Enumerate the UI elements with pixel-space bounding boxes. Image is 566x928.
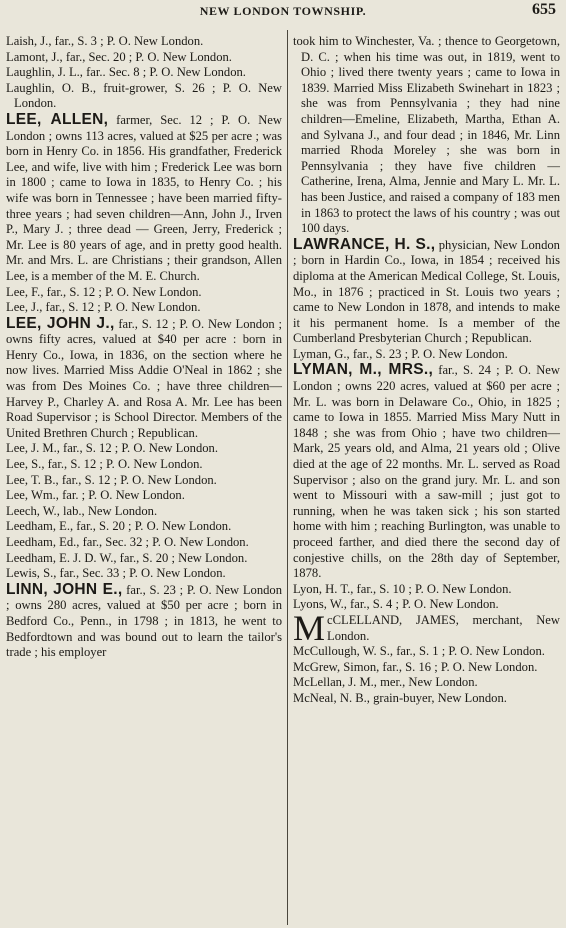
entry-text: cCLELLAND, JAMES, merchant, New London. <box>327 612 560 643</box>
entry-text: Leedham, Ed., far., Sec. 32 ; P. O. New London. <box>6 535 249 549</box>
directory-entry <box>293 644 560 660</box>
page-number: 655 <box>532 1 556 18</box>
directory-entry <box>6 488 282 504</box>
entry-name: LAWRANCE, H. S., <box>293 235 436 253</box>
entry-text: farmer, Sec. 12 ; P. O. New London ; owns 113 acres, valued at $25 per acre ; was born in Henry Co. in 1856. His grandfather, Frederick Lee, and wife, live with him ; Frederick Lee was born in 1800 ; came to Iowa in 1835, to Henry Co. ; his wife was born in Tennessee ; have been married fifty-three years ; had seven children—Ann, John J., Irven P., Mary J. ; three dead — Green, Jerry, Frederick ; Mr. Lee is 80 years of age, and in pretty good health. Mr. and Mrs. L. are Christians ; their grandson, Allen Lee, is a member of the M. E. Church. <box>6 112 282 283</box>
directory-entry <box>6 535 282 551</box>
directory-entry <box>293 34 560 237</box>
entry-text: Leedham, E., far., S. 20 ; P. O. New London. <box>6 519 232 534</box>
directory-entry <box>293 582 560 598</box>
directory-entry <box>293 660 560 676</box>
directory-entry <box>6 441 282 457</box>
directory-entry <box>6 551 282 567</box>
directory-entry <box>293 347 560 363</box>
entry-text: far., S. 12 ; P. O. New London ; owns fifty acres, valued at $40 per acre : born in Henry Co., Iowa, in 1836, on the section where he now lives. Married Miss Addie O'Neal in 1862 ; she was from Des Moines Co. ; have three children—Harvey P., Charley A. and Rosa A. Mr. Lee has been Road Supervisor ; is School Director. Members of the United Brethren Church ; Republican. <box>6 316 282 440</box>
entry-name: LEE, JOHN J., <box>6 314 115 332</box>
entry-text: McLellan, J. M., mer., New London. <box>293 675 478 690</box>
entry-text: Lewis, S., far., Sec. 33 ; P. O. New London. <box>6 566 226 581</box>
entry-text: Laughlin, O. B., fruit-grower, S. 26 ; P. O. New London. <box>6 80 282 111</box>
entry-text: McGrew, Simon, far., S. 16 ; P. O. New London. <box>293 659 538 674</box>
column-divider <box>287 30 288 925</box>
directory-entry <box>293 607 560 648</box>
directory-entry <box>6 566 282 582</box>
entry-name: LINN, JOHN E., <box>6 580 123 598</box>
entry-text: Lee, Wm., far. ; P. O. New London. <box>6 488 185 503</box>
entry-text: Lamont, J., far., Sec. 20 ; P. O. New London. <box>6 49 232 64</box>
directory-entry <box>6 519 282 535</box>
entry-text: Laish, J., far., S. 3 ; P. O. New London. <box>6 34 204 48</box>
entry-text: Lee, J. M., far., S. 12 ; P. O. New London. <box>6 441 218 456</box>
directory-entry <box>6 473 282 489</box>
page-header <box>0 0 566 26</box>
entry-text: Leedham, E. J. D. W., far., S. 20 ; New London. <box>6 550 248 565</box>
directory-entry <box>6 65 282 81</box>
biography-entry <box>293 237 560 347</box>
directory-entry <box>6 300 282 316</box>
entry-text: Lee, J., far., S. 12 ; P. O. New London. <box>6 300 201 315</box>
entry-text: Lee, S., far., S. 12 ; P. O. New London. <box>6 457 203 472</box>
directory-entry <box>6 504 282 520</box>
entry-text: Lee, T. B., far., S. 12 ; P. O. New London. <box>6 472 217 487</box>
entry-text: McCullough, W. S., far., S. 1 ; P. O. New London. <box>293 644 545 659</box>
entry-text: took him to Winchester, Va. ; thence to Georgetown, D. C. ; when his time was out, in 1819, went to Ohio ; lived there twenty years ; came to Iowa in 1839. Married Miss Elizabeth Swinehart in 1823 ; she was from Pennsylvania ; they had nine children—Emeline, Elizabeth, Martha, Ethan A. and Sylvana J., and four dead ; in 1846, Mr. Linn married Rhoda Moreley ; she was born in Pennsylvania ; they have five children —Catherine, Irena, Alma, Jennie and Mary L. Mr. L. has been Justice, and raised a company of 183 men in 1863 to protect the laws of his country ; was out 100 days. <box>293 34 560 236</box>
biography-entry <box>6 112 282 285</box>
entry-text: Leech, W., lab., New London. <box>6 503 158 518</box>
directory-entry <box>6 50 282 66</box>
drop-cap: M <box>293 607 326 648</box>
entry-text: far., S. 23 ; P. O. New London ; owns 280 acres, valued at $50 per acre ; born in Bedford Co., Penn., in 1798 ; in 1813, he went to Bedfordtown and was bound out to learn the tailor's trade ; his employer <box>6 582 283 660</box>
running-title: NEW LONDON TOWNSHIP. <box>199 4 367 18</box>
entry-name: LEE, ALLEN, <box>6 110 109 128</box>
entry-text: Lyon, H. T., far., S. 10 ; P. O. New London. <box>293 581 512 596</box>
directory-entry <box>6 34 282 50</box>
right-column <box>293 34 560 707</box>
entry-text: Laughlin, J. L., far.. Sec. 8 ; P. O. New London. <box>6 65 246 80</box>
directory-entry <box>293 691 560 707</box>
left-column <box>6 34 282 661</box>
entry-text: physician, New London ; born in Hardin Co., Iowa, in 1854 ; received his diploma at the American Medical College, St. Louis, Mo., in 1876 ; practiced in St. Louis two years ; came to New London in 1878, and intends to make it his permanent home. Is a member of the Cumberland Presbyterian Church ; Republican. <box>293 237 560 346</box>
entry-text: Lee, F., far., S. 12 ; P. O. New London. <box>6 284 202 299</box>
biography-entry <box>6 316 282 442</box>
entry-text: Lyons, W., far., S. 4 ; P. O. New London. <box>293 597 499 612</box>
directory-entry <box>293 675 560 691</box>
biography-entry <box>6 582 282 661</box>
directory-entry <box>293 597 560 613</box>
directory-entry <box>6 285 282 301</box>
directory-entry <box>6 457 282 473</box>
biography-entry <box>293 362 560 581</box>
entry-text: Lyman, G., far., S. 23 ; P. O. New London. <box>293 346 508 361</box>
entry-text: McNeal, N. B., grain-buyer, New London. <box>293 690 507 705</box>
entry-name: LYMAN, M., MRS., <box>293 361 434 379</box>
directory-entry <box>6 81 282 112</box>
entry-text: far., S. 24 ; P. O. New London ; owns 220 acres, valued at $60 per acre ; Mr. L. was born in Delaware Co., Ohio, in 1825 ; came to Iowa in 1855. Married Miss Mary Nutt in 1848 ; she was from Ohio ; have two children—Mark, 25 years old, and Alma, 21 years old ; Olive died at the age of 22 months. Mr. L. served as Road Supervisor ; also on the grand jury. Mr. L. and son went to Missouri with a saw-mill ; just got to running, when he was taken sick ; his son started home with him ; reaching Burlington, was unable to proceed farther, and died there the second day of conjestive chills, on the 28th day of September, 1878. <box>293 363 560 581</box>
